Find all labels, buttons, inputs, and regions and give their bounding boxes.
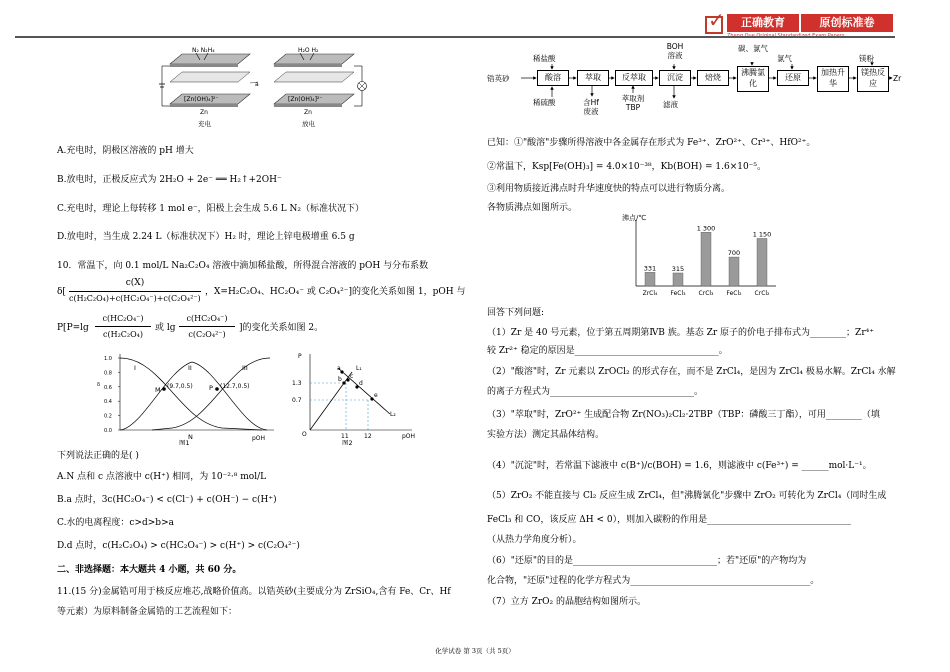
p-or: 或 lg xyxy=(155,323,176,333)
point-m-label: M xyxy=(155,386,161,394)
fig1-ytick-label: 0.8 xyxy=(104,370,112,377)
process-flow xyxy=(487,42,907,130)
delta-tail: ，X=H₂C₂O₄、HC₂O₄⁻ 或 C₂O₄²⁻]的变化关系如图 1，pOH 与 xyxy=(205,287,466,297)
flow-above-c-cl2: 碳、氯气 xyxy=(738,44,768,53)
fig2-xtick-12: 12 xyxy=(364,433,372,440)
flow-box-acid-dissolve: 酸溶 xyxy=(537,70,569,86)
flow-below-h2so4: 稀硫酸 xyxy=(533,98,556,107)
delta-symbol: δ[ xyxy=(57,287,66,297)
q10-option-c: C.水的电离程度：c>d>b>a xyxy=(57,518,174,528)
delta-numerator: c(X) xyxy=(125,278,145,288)
point-p xyxy=(215,387,219,391)
q11-part-5c: （从热力学角度分析）。 xyxy=(487,535,582,545)
battery-figure xyxy=(150,46,375,132)
charge-ion: [Zn(OH)₄]²⁻ xyxy=(184,96,219,103)
q9-option-b: B.放电时，正极反应式为 2H₂O + 2e⁻ ══ H₂↑+2OH⁻ xyxy=(57,175,282,185)
curve-c2o4 xyxy=(152,358,270,430)
delta-fraction-bar xyxy=(69,291,201,292)
known-1: 已知：①"酸溶"步骤所得溶液中各金属存在形式为 Fe³⁺、ZrO²⁺、Cr³⁺、HfO²⁺。 xyxy=(487,138,816,148)
q9-option-d: D.放电时，当生成 2.24 L（标准状况下）H₂ 时，理论上锌电极增重 6.5 g xyxy=(57,232,355,242)
point-m-coord: (9.7,0.5) xyxy=(167,383,193,390)
flow-arrows xyxy=(487,42,907,130)
q11-part-6b: 化合物，"还原"过程的化学方程式为________________________________________。 xyxy=(487,576,820,586)
fig1-ytick-label: 0.2 xyxy=(104,413,112,420)
page-footer: 化学试卷 第 3页（共 5页） xyxy=(435,647,515,655)
fig2-p-vs-poh xyxy=(290,350,420,445)
fig2-xtick-11: 11 xyxy=(341,433,349,440)
bp-value-label: 1 300 xyxy=(696,224,716,233)
flow-box-mg-thermal: 镁热反应 xyxy=(857,66,889,92)
point-b xyxy=(342,381,345,384)
q11-part-3a: （3）"萃取"时，ZrO²⁺ 生成配合物 Zr(NO₃)₂Cl₂·2TBP（TBP：磷酸三丁酯），可用________（填 xyxy=(487,410,880,420)
logo-subtitle: Zheng Que Original Standardized Exam Papers xyxy=(727,33,845,39)
boiling-point-chart xyxy=(614,212,784,300)
p-frac1-den: c(H₂C₂O₄) xyxy=(103,330,143,339)
fig2-xlabel: pOH xyxy=(402,433,416,440)
delta-denominator: c(H₂C₂O₄)+c(HC₂O₄⁻)+c(C₂O₄²⁻) xyxy=(69,294,201,303)
bp-value-label: 1 150 xyxy=(752,230,772,239)
point-p-coord: (12.7,0.5) xyxy=(220,383,250,390)
logo-tagline: 原创标准卷 xyxy=(801,14,893,32)
discharge-caption: 放电 xyxy=(302,120,315,128)
label-point-b: b xyxy=(338,376,342,383)
q10-option-b: B.a 点时，3c(HC₂O₄⁻) < c(Cl⁻) + c(OH⁻) − c(H⁺) xyxy=(57,495,277,505)
bp-bar xyxy=(701,232,711,286)
fig1-ytick-label: 1.0 xyxy=(104,356,112,362)
label-point-a: a xyxy=(337,365,341,372)
bp-bar xyxy=(757,238,767,286)
bp-category-label: FeCl₃ xyxy=(670,290,686,297)
flow-box-extract: 萃取 xyxy=(577,70,609,86)
known-4: 各物质沸点如图所示。 xyxy=(487,203,578,213)
label-point-d: d xyxy=(359,380,363,387)
p-frac2-bar xyxy=(179,326,235,327)
q11-part-2b: 的离子方程式为________________________________。 xyxy=(487,387,704,397)
p-frac2-num: c(HC₂O₄⁻) xyxy=(186,314,228,323)
label-a: a xyxy=(255,81,259,88)
fig1-ytick-label: 0.4 xyxy=(104,399,112,406)
section-2-heading: 二、非选择题：本大题共 4 小题，共 60 分。 xyxy=(57,565,242,575)
known-2: ②常温下，Ksp[Fe(OH)₃] = 4.0×10⁻³⁸，Kb(BOH) = 1.6×10⁻⁵。 xyxy=(487,162,767,172)
bp-value-label: 331 xyxy=(643,264,657,273)
q9-option-a: A.充电时，阴极区溶液的 pH 增大 xyxy=(57,146,194,156)
q11-stem-2: 等元素）为原料制备金属锆的工艺流程如下： xyxy=(57,607,238,617)
label-point-c: c xyxy=(350,373,354,380)
bp-value-label: 315 xyxy=(671,264,685,273)
discharge-gases: H₂O H₂ xyxy=(298,47,319,54)
point-p-label: P xyxy=(209,384,213,392)
flow-box-reduce: 还原 xyxy=(777,70,809,86)
q11-stem-1: 11.(15 分)金属锆可用于核反应堆芯,战略价值高。以锆英砂(主要成分为 ZrSiO₄,含有 Fe、Cr、Hf xyxy=(57,587,451,597)
fig1-ytick-label: 0.6 xyxy=(104,384,112,391)
p-frac1-bar xyxy=(95,326,151,327)
known-3: ③利用物质接近沸点时升华速度快的特点可以进行物质分离。 xyxy=(487,184,731,194)
q10-prompt: 下列说法正确的是( ) xyxy=(57,451,139,461)
p-frac1-num: c(HC₂O₄⁻) xyxy=(102,314,144,323)
discharge-electrode: Zn xyxy=(304,109,312,116)
bp-bar xyxy=(729,257,739,286)
bp-value-label: 700 xyxy=(727,249,741,258)
fig2-ylabel: P xyxy=(298,353,302,360)
fig1-xlabel: pOH xyxy=(252,435,266,442)
flow-box-sublime: 加热升华 xyxy=(817,66,849,92)
q11-part-1a: （1）Zr 是 40 号元素，位于第五周期第ⅣB 族。基态 Zr 原子的价电子排布式为________；Zr⁴⁺ xyxy=(487,328,874,338)
curve-hc2o4 xyxy=(120,362,267,430)
q11-part-5b: FeCl₃ 和 CO，该反应 ΔH < 0），则加入碳粉的作用是________________________________ xyxy=(487,515,852,525)
header-rule xyxy=(15,36,895,38)
logo-brand: 正确教育 xyxy=(727,14,799,32)
q10-option-d: D.d 点时，c(H₂C₂O₄) > c(HC₂O₄⁻) > c(H⁺) > c(C₂O₄²⁻) xyxy=(57,541,300,551)
charge-caption: 充电 xyxy=(198,120,211,128)
q11-part-1b: 较 Zr²⁺ 稳定的原因是________________________________。 xyxy=(487,346,728,356)
q11-part-4: （4）"沉淀"时，若常温下滤液中 c(B⁺)/c(BOH) = 1.6，则滤液中 c(Fe³⁺) = ______mol·L⁻¹。 xyxy=(487,461,872,471)
bp-category-label: FeCl₂ xyxy=(726,290,742,297)
fig1-ytick-label: 0.0 xyxy=(104,428,112,434)
check-icon: ✓ xyxy=(708,8,725,32)
p-frac2-den: c(C₂O₄²⁻) xyxy=(188,330,226,339)
fig1-ylabel: δ xyxy=(97,382,101,388)
answers-intro: 回答下列问题: xyxy=(487,308,545,318)
fig2-origin: O xyxy=(302,431,307,438)
charge-gases: N₂ N₂H₄ xyxy=(192,47,215,54)
flow-above-hcl: 稀盐酸 xyxy=(533,54,556,63)
q10-option-a: A.N 点和 c 点溶液中 c(H⁺) 相同，为 10⁻²·⁸ mol/L xyxy=(57,472,267,482)
charge-electrode: Zn xyxy=(200,109,208,116)
flow-below-filtrate: 滤液 xyxy=(663,100,678,109)
label-l2: L₂ xyxy=(390,411,396,418)
fig2-ytick-13: 1.3 xyxy=(292,380,302,387)
region-ii: II xyxy=(188,364,192,372)
fig1-distribution xyxy=(92,350,287,445)
flow-below-tbp: 萃取剂 TBP xyxy=(621,94,645,112)
bp-bar xyxy=(645,272,655,286)
p-prefix: P[P=lg xyxy=(57,323,89,333)
fig2-ytick-07: 0.7 xyxy=(292,397,302,404)
flow-above-cl2: 氯气 xyxy=(777,54,792,63)
flow-start: 锆英砂 xyxy=(487,74,510,83)
flow-above-boh: BOH 溶液 xyxy=(666,42,684,60)
region-iii: III xyxy=(242,364,248,372)
flow-box-boil-chlorinate: 沸腾氯化 xyxy=(737,66,769,92)
bp-bar xyxy=(673,273,683,286)
q11-part-5a: （5）ZrO₂ 不能直接与 Cl₂ 反应生成 ZrCl₄，但"沸腾氯化"步骤中 ZrO₂ 可转化为 ZrCl₄（同时生成 xyxy=(487,491,887,501)
q9-option-c: C.充电时，理论上每转移 1 mol e⁻，阳极上会生成 5.6 L N₂（标准状况下） xyxy=(57,204,364,214)
flow-box-calcine: 焙烧 xyxy=(697,70,729,86)
q11-part-7: （7）立方 ZrO₂ 的晶胞结构如图所示。 xyxy=(487,597,646,607)
fig1-yticks xyxy=(104,356,120,434)
bp-ylabel: 沸点/℃ xyxy=(622,214,647,222)
p-tail: ]的变化关系如图 2。 xyxy=(239,323,324,333)
q11-part-2a: （2）"酸溶"时，Zr 元素以 ZrOCl₂ 的形式存在，而不是 ZrCl₄，是因为 ZrCl₄ 极易水解。ZrCl₄ 水解 xyxy=(487,367,896,377)
discharge-ion: [Zn(OH)₄]²⁻ xyxy=(288,96,323,103)
bp-category-label: ZrCl₄ xyxy=(642,290,658,297)
flow-below-hf-waste: 含Hf 废液 xyxy=(583,98,599,116)
bp-category-label: CrCl₃ xyxy=(698,290,714,297)
q11-part-6a: （6）"还原"的目的是________________________________；若"还原"的产物均为 xyxy=(487,556,807,566)
label-point-e: e xyxy=(374,392,378,399)
q11-part-3b: 实验方法）测定其晶体结构。 xyxy=(487,430,605,440)
label-l1: L₁ xyxy=(356,365,362,372)
fig2-caption: 图2 xyxy=(342,439,353,445)
q10-stem: 10．常温下，向 0.1 mol/L Na₂C₂O₄ 溶液中滴加稀盐酸，所得混合溶液的 pOH 与分布系数 xyxy=(57,261,429,271)
point-n-label: N xyxy=(188,433,193,441)
point-m xyxy=(162,387,166,391)
flow-box-precipitate: 沉淀 xyxy=(659,70,691,86)
fig1-caption: 图1 xyxy=(179,439,190,445)
point-a xyxy=(340,370,343,373)
flow-end: Zr xyxy=(893,74,902,83)
bp-category-label: CrCl₂ xyxy=(754,290,770,297)
region-i: I xyxy=(134,364,136,372)
flow-above-mg: 镁粉 xyxy=(859,54,874,63)
flow-box-back-extract: 反萃取 xyxy=(615,70,653,86)
